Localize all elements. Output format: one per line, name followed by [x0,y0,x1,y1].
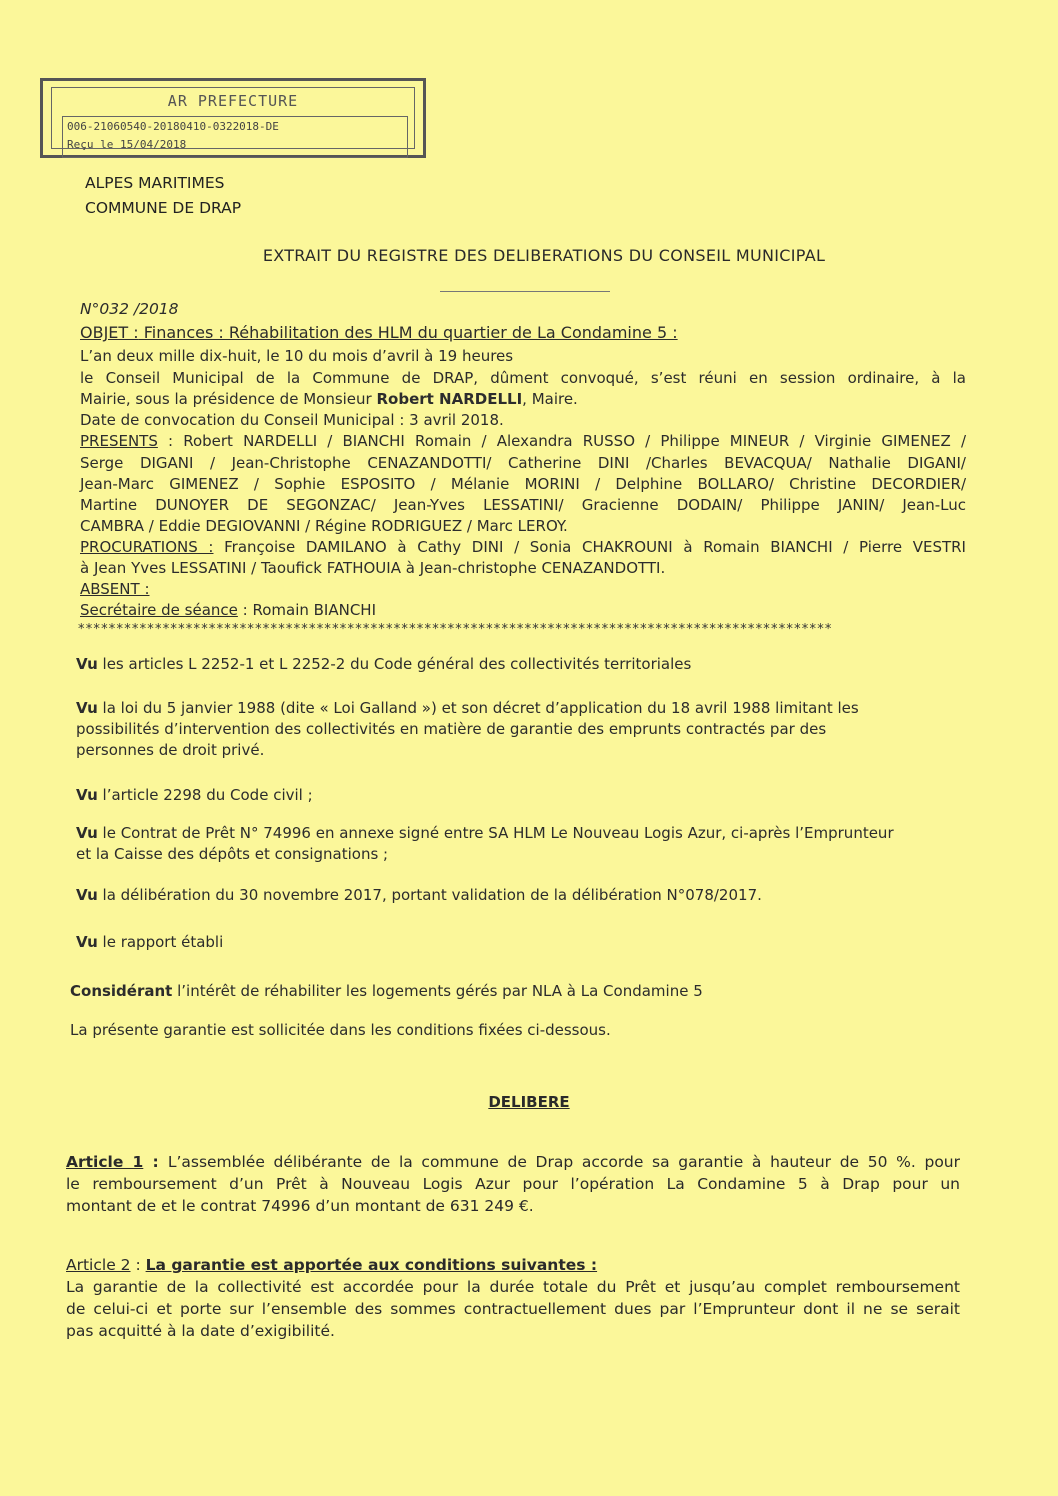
deliberation-number: N°032 /2018 [80,300,179,318]
delibere-text: DELIBERE [488,1093,570,1111]
vu-articles-text: les articles L 2252-1 et L 2252-2 du Code général des collectivités territoriales [97,655,692,673]
presents-line-4: Martine DUNOYER DE SEGONZAC/ Jean-Yves LESSATINI/ Gracienne DODAIN/ Philippe JANIN/ Jean-Luc [80,496,966,514]
stamp-reference: 006-21060540-20180410-0322018-DE [67,120,279,133]
article-1-line-1 [66,1153,960,1175]
article-2 [66,1256,960,1344]
presents-line-5: CAMBRA / Eddie DEGIOVANNI / Régine RODRIGUEZ / Marc LEROY. [80,517,568,535]
vu-label: Vu [76,824,98,842]
article-2-heading [66,1256,960,1278]
procurations-label: PROCURATIONS : [80,538,214,556]
vu-rapport-text: le rapport établi [97,933,224,951]
considerant-text: l’intérêt de réhabiliter les logements gérés par NLA à La Condamine 5 [172,982,703,1000]
presents-line-2: Serge DIGANI / Jean-Christophe CENAZANDOTTI/ Catherine DINI /Charles BEVACQUA/ Nathalie DIGANI/ [80,454,966,472]
presidency-suffix: , Maire. [522,390,578,408]
vu-code-civil-text: l’article 2298 du Code civil ; [97,786,313,804]
vu-contrat-pret-2: et la Caisse des dépôts et consignations ; [76,845,389,863]
procurations-line-1 [80,538,966,556]
vu-articles-cgct [76,655,691,673]
vu-loi-text-1: la loi du 5 janvier 1988 (dite « Loi Galland ») et son décret d’application du 18 avril 1988 limitant les [97,699,859,717]
article-2-line-2: de celui-ci et porte sur l’ensemble des sommes contractuellement dues par l’Emprunteur dont il ne se serait [66,1300,960,1318]
title-divider [440,291,610,292]
article-1 [66,1153,960,1219]
vu-loi-galland-1 [76,699,859,717]
vu-loi-galland-2: possibilités d’intervention des collectivités en matière de garantie des emprunts contractés par des [76,720,827,738]
article-2-line-3: pas acquitté à la date d’exigibilité. [66,1322,335,1340]
considerant [70,982,703,1000]
stamp-inner-frame [51,87,415,149]
vu-contrat-text-1: le Contrat de Prêt N° 74996 en annexe signé entre SA HLM Le Nouveau Logis Azur, ci-après l’Emprunteur [97,824,894,842]
article-1-text-1: L’assemblée délibérante de la commune de Drap accorde sa garantie à hauteur de 50 %. pour [167,1153,961,1171]
presents-line-1 [80,432,966,450]
vu-code-civil [76,786,313,804]
procurations-line-2: à Jean Yves LESSATINI / Taoufick FATHOUIA à Jean-christophe CENAZANDOTTI. [80,559,666,577]
stamp-title: AR PREFECTURE [167,92,299,110]
article-2-separator: : [130,1256,146,1274]
presents-line-3: Jean-Marc GIMENEZ / Sophie ESPOSITO / Mélanie MORINI / Delphine BOLLARO/ Christine DECORDIER/ [80,475,966,493]
vu-label: Vu [76,933,98,951]
vu-contrat-pret-1 [76,824,894,842]
article-1-line-3: montant de et le contrat 74996 d’un montant de 631 249 €. [66,1197,534,1215]
mayor-name: Robert NARDELLI [376,390,523,408]
presents-label: PRESENTS [80,432,158,450]
vu-label: Vu [76,699,98,717]
objet-text: Finances : Réhabilitation des HLM du quartier de La Condamine 5 : [138,323,678,342]
commune-name: COMMUNE DE DRAP [85,199,242,217]
vu-rapport [76,933,223,951]
document-title: EXTRAIT DU REGISTRE DES DELIBERATIONS DU CONSEIL MUNICIPAL [262,246,826,265]
secretaire-line [80,601,376,619]
procurations-text-1: Françoise DAMILANO à Cathy DINI / Sonia CHAKROUNI à Romain BIANCHI / Pierre VESTRI [213,538,966,556]
delibere-heading [0,1093,1058,1111]
stamp-reference-box [62,116,408,158]
session-convocation: le Conseil Municipal de la Commune de DRAP, dûment convoqué, s’est réuni en session ordinaire, à la [80,369,966,387]
article-2-heading-text: La garantie est apportée aux conditions suivantes : [145,1256,598,1274]
absent-line [80,580,150,598]
session-date: L’an deux mille dix-huit, le 10 du mois d’avril à 19 heures [80,347,514,365]
garantie-sollicitee: La présente garantie est sollicitée dans les conditions fixées ci-dessous. [70,1021,611,1039]
separator-stars: ************************************************************************************************** [78,622,833,637]
vu-deliberation [76,886,762,904]
considerant-label: Considérant [70,982,173,1000]
stamp-received-date: Reçu le 15/04/2018 [67,138,187,151]
secretaire-name: : Romain BIANCHI [237,601,377,619]
vu-label: Vu [76,886,98,904]
vu-deliberation-text: la délibération du 30 novembre 2017, portant validation de la délibération N°078/2017. [97,886,762,904]
objet-line [80,323,678,342]
vu-loi-galland-3: personnes de droit privé. [76,741,265,759]
article-1-label: Article 1 [66,1153,144,1171]
article-1-separator: : [143,1153,168,1171]
secretaire-label: Secrétaire de séance [80,601,238,619]
objet-label: OBJET : [80,323,139,342]
article-2-line-1: La garantie de la collectivité est accordée pour la durée totale du Prêt et jusqu’au complet remboursement [66,1278,960,1296]
article-1-line-2: le remboursement d’un Prêt à Nouveau Logis Azur pour l’opération La Condamine 5 à Drap pour un [66,1175,960,1193]
absent-label: ABSENT : [80,580,150,598]
prefecture-stamp [40,78,426,158]
vu-label: Vu [76,786,98,804]
article-2-label: Article 2 [66,1256,131,1274]
session-presidency [80,390,578,408]
vu-label: Vu [76,655,98,673]
presents-text-1: : Robert NARDELLI / BIANCHI Romain / Alexandra RUSSO / Philippe MINEUR / Virginie GIMENEZ / [157,432,966,450]
department-name: ALPES MARITIMES [85,174,225,192]
convocation-date: Date de convocation du Conseil Municipal : 3 avril 2018. [80,411,504,429]
presidency-text: Mairie, sous la présidence de Monsieur [80,390,377,408]
